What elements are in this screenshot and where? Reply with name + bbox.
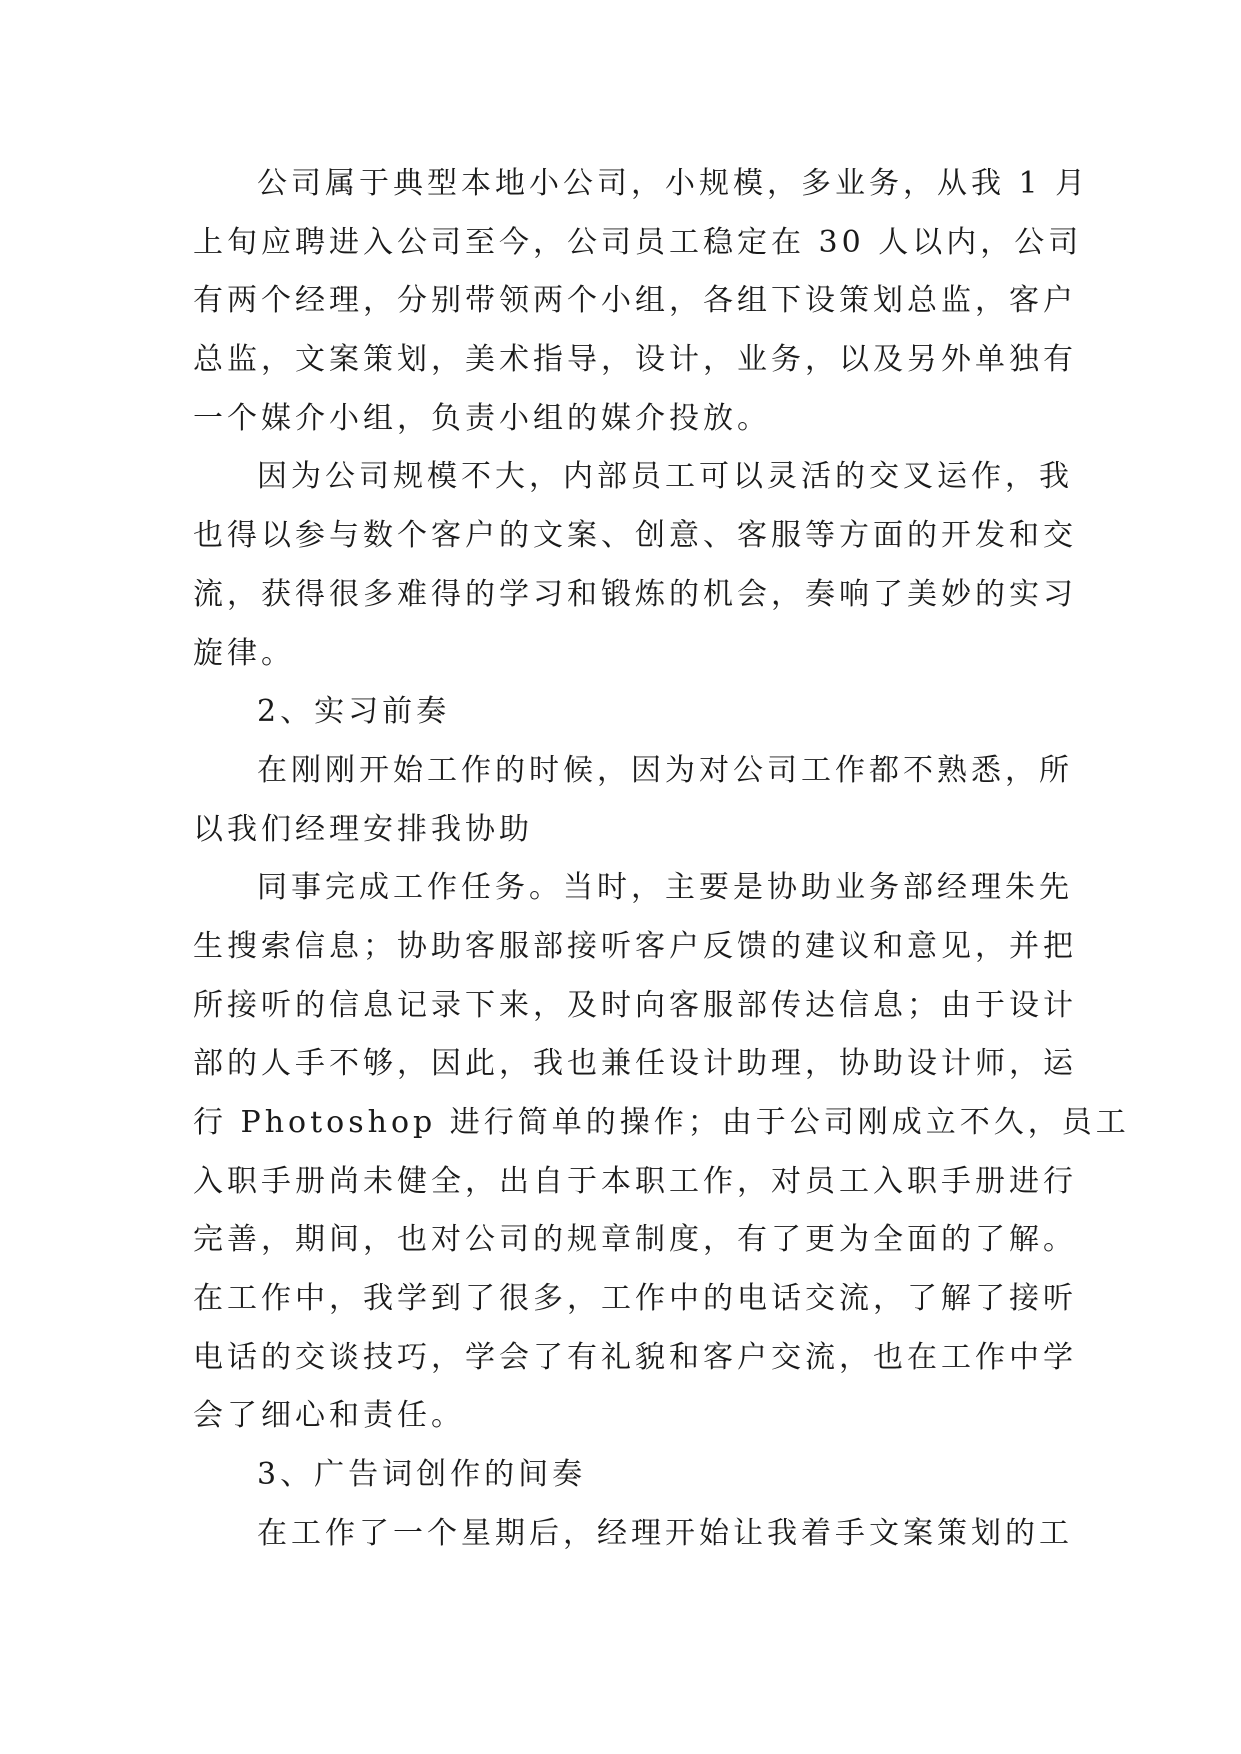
text-line: 流，获得很多难得的学习和锻炼的机会，奏响了美妙的实习 [193,576,1077,612]
text-line: 所接听的信息记录下来，及时向客服部传达信息；由于设计 [193,987,1077,1023]
paragraph-assist-colleagues [193,859,1130,1446]
text-line: 旋律。 [193,635,295,671]
text-line: 也得以参与数个客户的文案、创意、客服等方面的开发和交 [193,518,1077,554]
paragraph-getting-started [193,742,1093,859]
text-line: 会了细心和责任。 [193,1398,465,1434]
text-line: 部的人手不够，因此，我也兼任设计助理，协助设计师，运 [193,1046,1077,1082]
text-line: 在工作了一个星期后，经理开始让我着手文案策划的工 [257,1515,1073,1551]
text-line: 一个媒介小组，负责小组的媒介投放。 [193,400,771,436]
text-line: 完善，期间，也对公司的规章制度，有了更为全面的了解。 [193,1222,1077,1258]
text-line: 行 Photoshop 进行简单的操作；由于公司刚成立不久，员工 [193,1105,1130,1140]
heading-line: 2、实习前奏 [257,694,451,730]
text-line: 同事完成工作任务。当时，主要是协助业务部经理朱先 [257,870,1073,906]
document-body [193,155,1130,1564]
paragraph-company-overview [193,155,1093,448]
text-line: 在刚刚开始工作的时候，因为对公司工作都不熟悉，所 [257,752,1073,788]
section-heading-slogan-interlude [193,1446,1093,1505]
text-line: 总监，文案策划，美术指导，设计，业务，以及另外单独有 [193,342,1077,378]
text-line: 因为公司规模不大，内部员工可以灵活的交叉运作，我 [257,459,1073,495]
text-line: 有两个经理，分别带领两个小组，各组下设策划总监，客户 [193,283,1077,319]
text-line: 公司属于典型本地小公司，小规模，多业务，从我 1 月 [257,166,1090,201]
text-line: 上旬应聘进入公司至今，公司员工稳定在 30 人以内，公司 [193,224,1083,260]
text-line: 在工作中，我学到了很多，工作中的电话交流，了解了接听 [193,1281,1077,1317]
paragraph-copywriting-start [193,1505,1093,1564]
text-line: 入职手册尚未健全，出自于本职工作，对员工入职手册进行 [193,1163,1077,1199]
text-line: 以我们经理安排我协助 [193,811,533,847]
paragraph-cross-operation [193,448,1093,683]
text-line: 电话的交谈技巧，学会了有礼貌和客户交流，也在工作中学 [193,1339,1077,1375]
heading-line: 3、广告词创作的间奏 [257,1457,587,1493]
text-line: 生搜索信息；协助客服部接听客户反馈的建议和意见，并把 [193,928,1077,964]
section-heading-internship-prelude [193,683,1093,742]
